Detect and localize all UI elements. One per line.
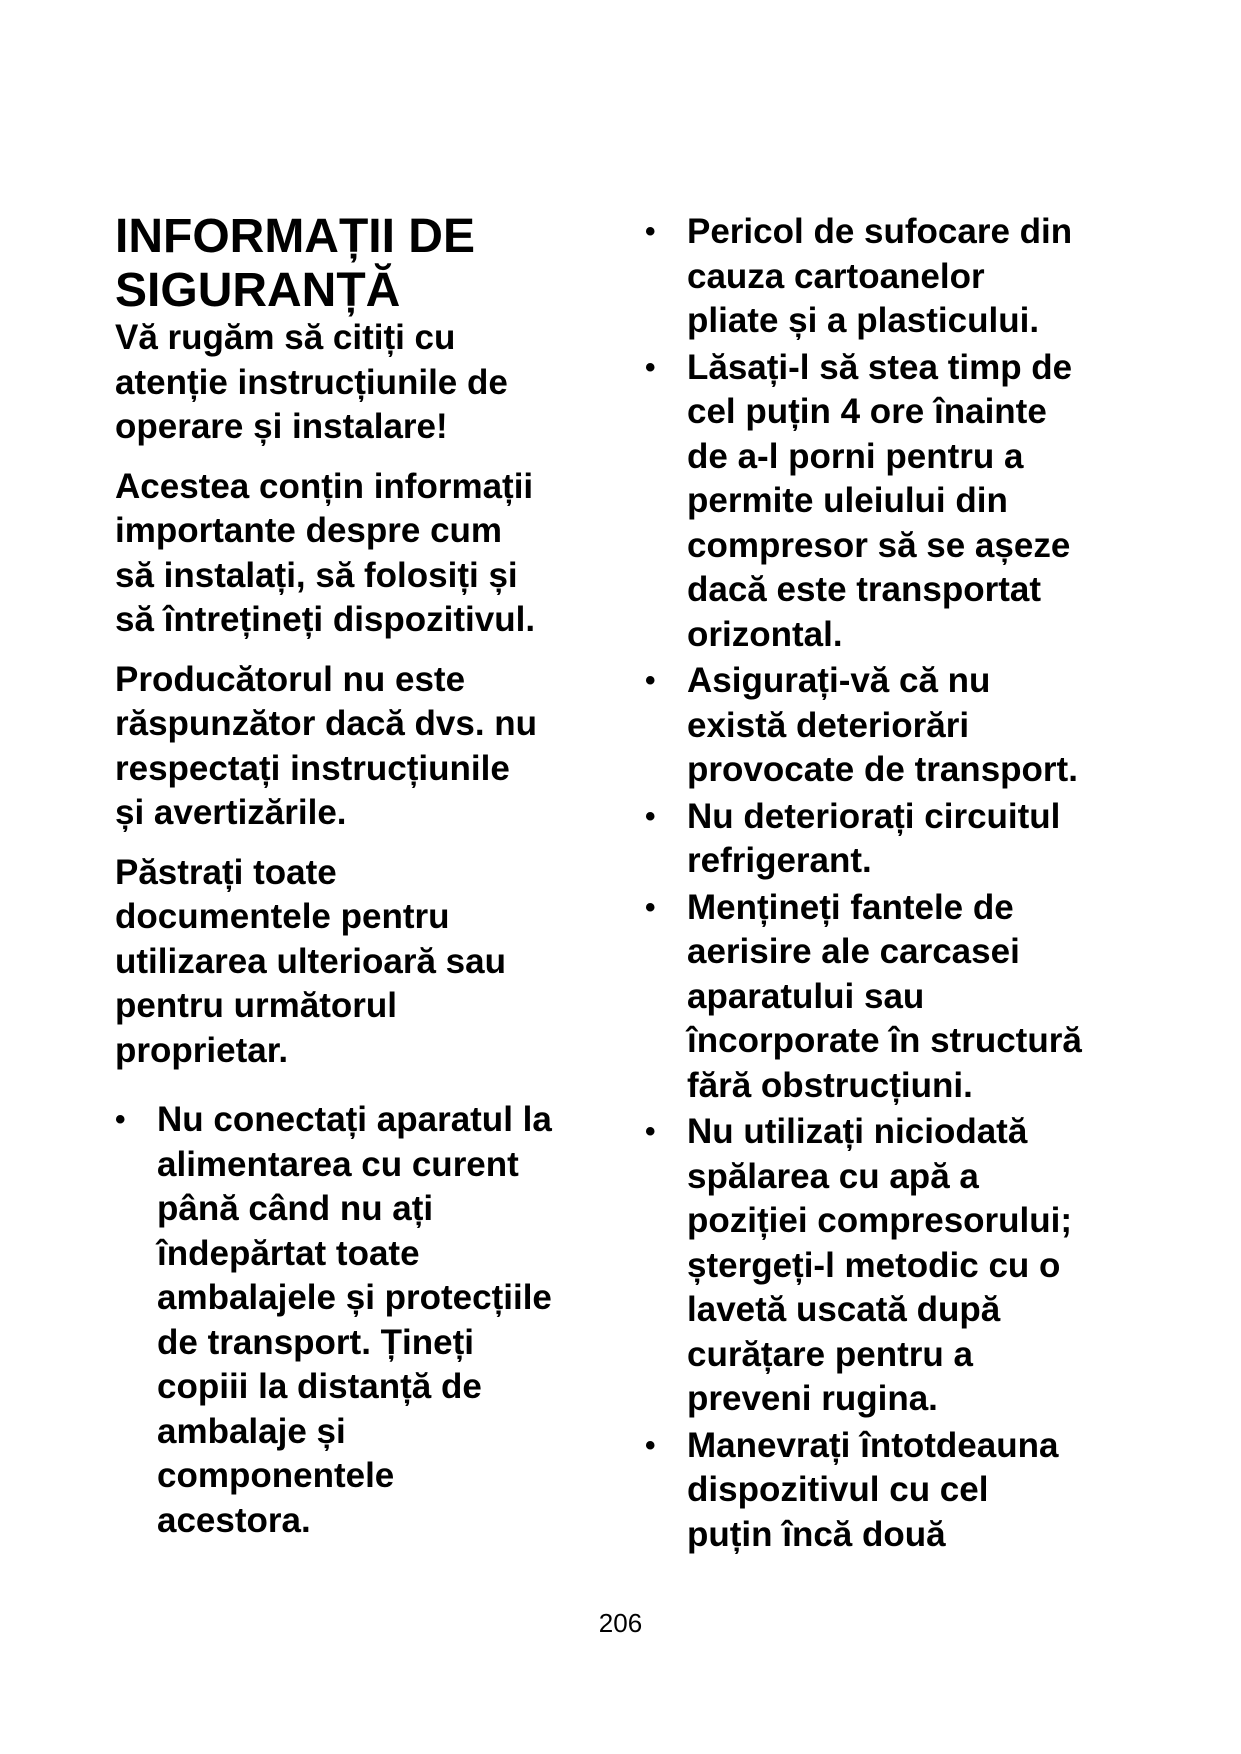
list-item: • Pericol de sufocare din cauza cartoanelor pliate și a plasticului. <box>645 212 1073 340</box>
bullet-icon: • <box>115 1103 126 1136</box>
right-bullet-list <box>645 210 1145 1557</box>
list-item: • Nu utilizați niciodată spălarea cu apă a poziției compresorului; ștergeți-l metodic cu o lavetă uscată după curățare pentru a preveni rugina. <box>645 1112 1073 1418</box>
left-bullet-list <box>115 1098 615 1543</box>
liability-paragraph: Producătorul nu este răspunzător dacă dvs. nu respectați instrucțiunile și avertizările. <box>115 659 538 832</box>
list-item: • Asigurați-vă că nu există deteriorări provocate de transport. <box>645 661 1078 789</box>
info-paragraph: Acestea conțin informații importante despre cum să instalați, să folosiți și să întreținеți dispozitivul. <box>115 466 536 639</box>
left-column <box>115 210 615 1545</box>
list-item: • Nu conectați aparatul la alimentarea cu curent până când nu ați îndepărtat toate ambalajele și protecțiile de transport. Țineți copiii la distanță de ambalaje și componentele acestora. <box>115 1100 552 1540</box>
bullet-icon: • <box>645 799 656 833</box>
bullet-icon: • <box>645 350 656 384</box>
bullet-icon: • <box>645 215 656 248</box>
intro-paragraph: Vă rugăm să citiți cu atenție instrucțiunile de operare și instalare! <box>115 318 508 446</box>
page-number: 206 <box>598 1608 643 1638</box>
keep-documents-paragraph: Păstrați toate documentele pentru utilizarea ulterioară sau pentru următorul proprietar. <box>115 852 506 1070</box>
page-title: INFORMAȚII DE SIGURANȚĂ <box>115 210 475 317</box>
right-column <box>645 210 1145 1559</box>
list-item: • Manevrați întotdeauna dispozitivul cu cel puțin încă două <box>645 1425 1059 1554</box>
bullet-icon: • <box>645 1428 656 1462</box>
bullet-icon: • <box>645 1115 656 1148</box>
bullet-icon: • <box>645 664 656 697</box>
bullet-icon: • <box>645 890 656 924</box>
list-item: • Mențineți fantele de aerisire ale carcasei aparatului sau încorporate în structură fără obstrucțiuni. <box>645 887 1082 1105</box>
list-item: • Lăsați-l să stea timp de cel puțin 4 ore înainte de a-l porni pentru a permite uleiului din compresor să se așeze dacă este transportat orizontal. <box>645 347 1073 654</box>
list-item: • Nu deteriorați circuitul refrigerant. <box>645 796 1061 880</box>
